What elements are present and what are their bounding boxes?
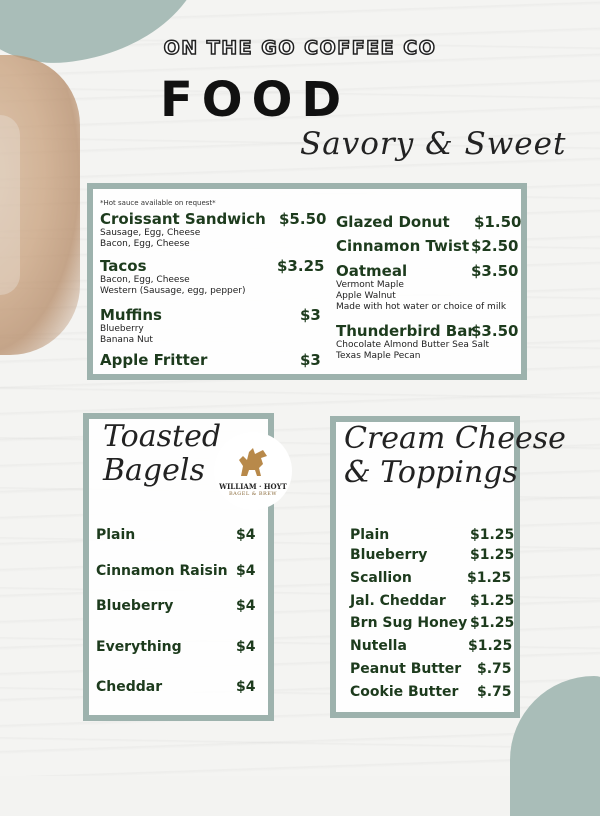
hot-sauce-note: *Hot sauce available on request* bbox=[100, 199, 216, 207]
topping-name: Nutella bbox=[350, 638, 407, 654]
menu-item bbox=[336, 213, 450, 231]
bagel-price: $4 bbox=[236, 639, 256, 655]
item-name: Tacos bbox=[100, 257, 147, 275]
topping-name: Blueberry bbox=[350, 547, 428, 563]
topping-price: $1.25 bbox=[468, 638, 513, 654]
bagel-name: Plain bbox=[96, 527, 136, 543]
page-subtitle: Savory & Sweet bbox=[300, 126, 567, 162]
item-desc: Chocolate Almond Butter Sea Salt bbox=[336, 340, 490, 350]
logo-sub: BAGEL & BREW bbox=[228, 490, 278, 497]
topping-name: Jal. Cheddar bbox=[350, 593, 446, 609]
topping-name: Scallion bbox=[350, 570, 412, 586]
bagel-price: $4 bbox=[236, 527, 256, 543]
topping-name: Plain bbox=[350, 527, 390, 543]
item-name: Croissant Sandwich bbox=[100, 210, 266, 228]
logo-name: WILLIAM · HOYT bbox=[219, 481, 287, 491]
item-name: Thunderbird Bar bbox=[336, 322, 475, 340]
bagel-price: $4 bbox=[236, 679, 256, 695]
item-price: $1.50 bbox=[474, 213, 522, 231]
item-price: $3.50 bbox=[471, 322, 519, 340]
item-desc: Banana Nut bbox=[100, 335, 153, 345]
toppings-title bbox=[344, 422, 566, 490]
topping-price: $.75 bbox=[477, 661, 512, 677]
topping-price: $1.25 bbox=[470, 547, 515, 563]
item-desc: Sausage, Egg, Cheese bbox=[100, 228, 201, 238]
item-name: Glazed Donut bbox=[336, 213, 450, 231]
bagels-title-line1: Toasted bbox=[103, 419, 222, 454]
bagel-price: $4 bbox=[236, 563, 256, 579]
bagel-photo bbox=[0, 55, 80, 355]
item-desc: Made with hot water or choice of milk bbox=[336, 302, 507, 312]
item-desc: Bacon, Egg, Cheese bbox=[100, 275, 190, 285]
bagel-price: $4 bbox=[236, 598, 256, 614]
menu-item bbox=[336, 322, 489, 362]
topping-name: Brn Sug Honey bbox=[350, 615, 468, 631]
item-name: Cinnamon Twist bbox=[336, 237, 470, 255]
item-price: $3 bbox=[300, 351, 321, 369]
topping-price: $1.25 bbox=[470, 593, 515, 609]
menu-item bbox=[100, 306, 162, 346]
item-desc: Texas Maple Pecan bbox=[336, 351, 421, 361]
item-desc: Western (Sausage, egg, pepper) bbox=[100, 286, 246, 296]
bagels-title-line2: Bagels bbox=[103, 453, 205, 488]
page-title: FOOD bbox=[160, 72, 351, 128]
item-name: Apple Fritter bbox=[100, 351, 208, 369]
item-name: Oatmeal bbox=[336, 262, 408, 280]
menu-item bbox=[100, 257, 246, 297]
topping-name: Peanut Butter bbox=[350, 661, 462, 677]
menu-item bbox=[100, 210, 266, 250]
item-desc: Apple Walnut bbox=[336, 291, 396, 301]
bagel-name: Blueberry bbox=[96, 598, 174, 614]
item-price: $3.25 bbox=[277, 257, 325, 275]
item-desc: Bacon, Egg, Cheese bbox=[100, 239, 190, 249]
topping-price: $1.25 bbox=[467, 570, 512, 586]
toppings-title-line1: Cream Cheese bbox=[344, 421, 566, 456]
menu-item bbox=[336, 237, 469, 255]
item-name: Muffins bbox=[100, 306, 162, 324]
item-price: $3 bbox=[300, 306, 321, 324]
brand-name: ON THE GO COFFEE CO bbox=[163, 37, 437, 59]
topping-price: $.75 bbox=[477, 684, 512, 700]
bagel-name: Everything bbox=[96, 639, 182, 655]
topping-name: Cookie Butter bbox=[350, 684, 459, 700]
item-price: $2.50 bbox=[471, 237, 519, 255]
griffin-icon bbox=[233, 446, 273, 480]
menu-item bbox=[100, 351, 207, 369]
william-hoyt-logo bbox=[214, 432, 292, 510]
item-desc: Blueberry bbox=[100, 324, 144, 334]
topping-price: $1.25 bbox=[470, 615, 515, 631]
item-desc: Vermont Maple bbox=[336, 280, 404, 290]
item-price: $3.50 bbox=[471, 262, 519, 280]
topping-price: $1.25 bbox=[470, 527, 515, 543]
item-price: $5.50 bbox=[279, 210, 327, 228]
toppings-title-line2: & Toppings bbox=[344, 455, 518, 490]
bagels-title bbox=[103, 420, 221, 488]
bagel-name: Cheddar bbox=[96, 679, 163, 695]
bagel-name: Cinnamon Raisin bbox=[96, 563, 228, 579]
